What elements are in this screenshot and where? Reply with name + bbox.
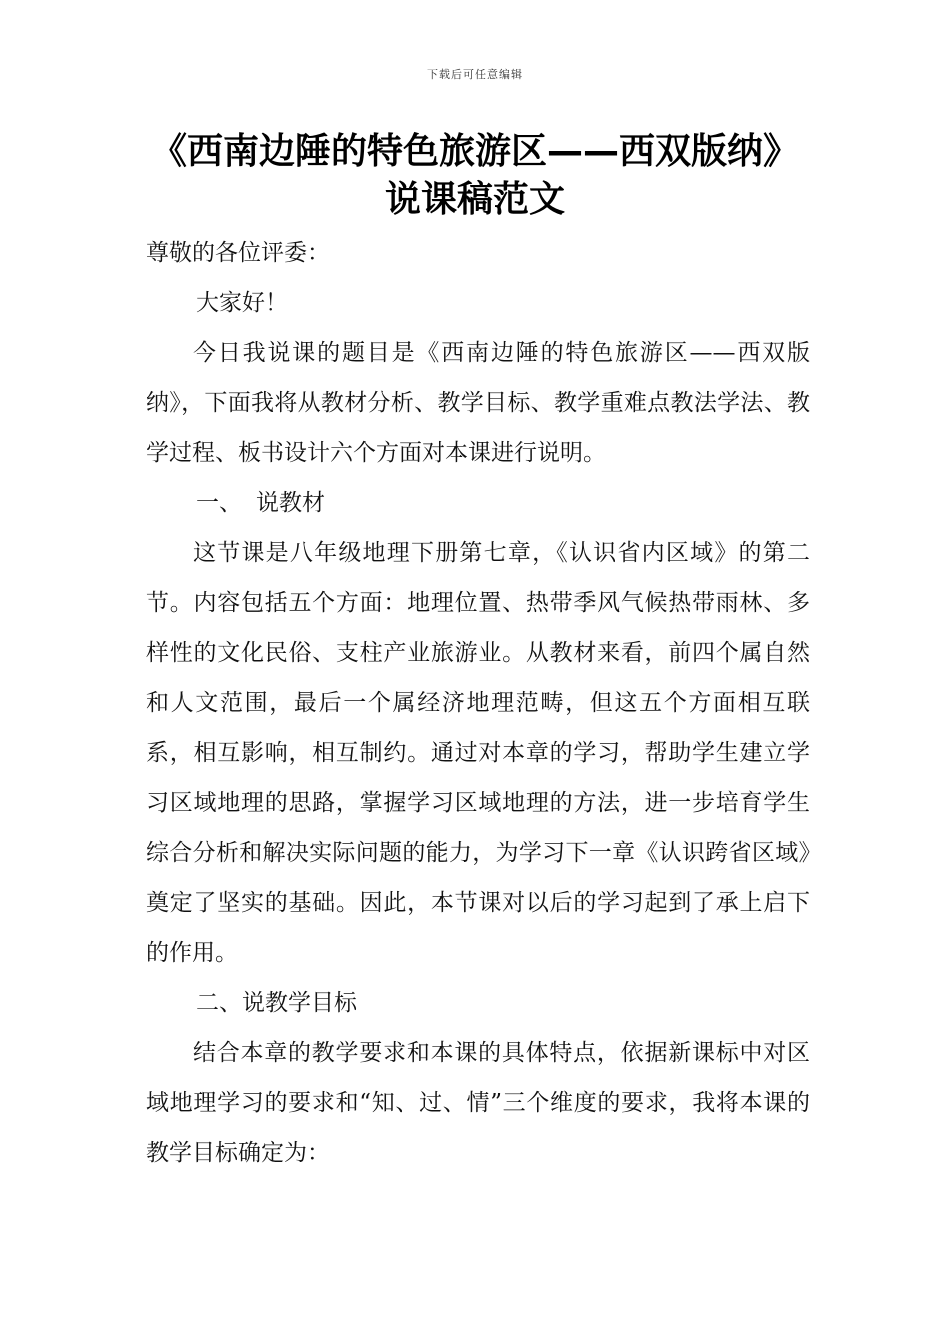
document-body <box>146 228 810 1178</box>
section-heading-2: 二、说教学目标 <box>196 990 357 1016</box>
document-title-line-1: 《西南边陲的特色旅游区——西双版纳》 <box>150 131 799 172</box>
teaching-material-paragraph: 这节课是八年级地理下册第七章，《认识省内区域》的第二节。内容包括五个方面：地理位置、热带季风气候热带雨林、多样性的文化民俗、支柱产业旅游业。从教材来看，前四个属自然和人文范围，最后一个属经济地理范畴，但这五个方面相互联系，相互影响，相互制约。通过对本章的学习，帮助学生建立学习区域地理的思路，掌握学习区域地理的方法，进一步培育学生综合分析和解决实际问题的能力，为学习下一章《认识跨省区域》奠定了坚实的基础。因此，本节课对以后的学习起到了承上启下的作用。 <box>146 540 810 966</box>
header-note: 下载后可任意编辑 <box>427 68 523 81</box>
teaching-objective-paragraph: 结合本章的教学要求和本课的具体特点，依据新课标中对区域地理学习的要求和“知、过、情”三个维度的要求，我将本课的教学目标确定为： <box>146 1040 810 1166</box>
greeting: 大家好！ <box>196 290 288 316</box>
section-heading-1 <box>146 478 810 528</box>
document-title-line-2: 说课稿范文 <box>384 179 565 220</box>
intro-paragraph: 今日我说课的题目是《西南边陲的特色旅游区——西双版纳》，下面我将从教材分析、教学目标、教学重难点教法学法、教学过程、板书设计六个方面对本课进行说明。 <box>146 340 810 466</box>
section-1-title: 说教材 <box>256 490 325 516</box>
section-1-number: 一、 <box>196 490 242 516</box>
salutation: 尊敬的各位评委： <box>146 240 330 266</box>
